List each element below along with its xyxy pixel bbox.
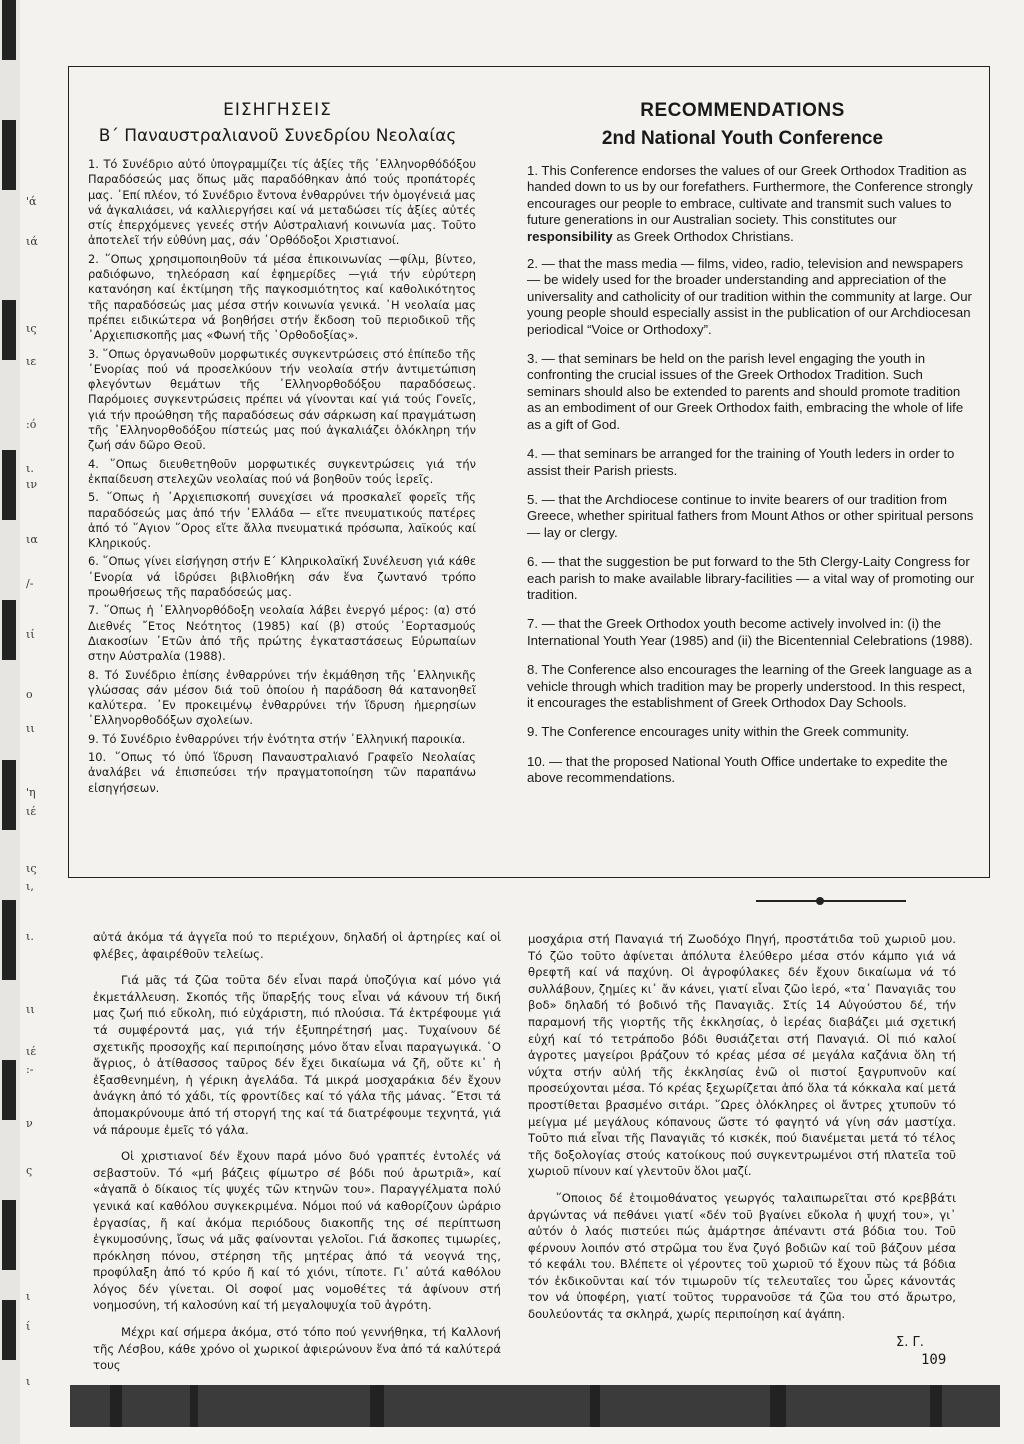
greek-item: 10. ῞Οπως τό ὑπό ἵδρυση Παναυστραλιανό Γραφεῖο Νεολαίας ἀναλάβει νά ἐπισπεύσει τήν πραγματοποίηση τῶν παραπάνω εἰσηγήσεων. — [88, 749, 476, 795]
greek-item: 2. ῞Οπως χρησιμοποιηθοῦν τά μέσα ἐπικοινωνίας —φίλμ, βίντεο, ραδιόφωνο, τηλεόραση καί ἐφημερίδες —γιά τήν εὐρύτερη κατανόηση καί ἐκτίμηση τῆς παγκοσμιότητος καί καθολικότητος τῆς παραδόσεώς μας μέσα στήν κοινωνία γενικά. ῾Η νεολαία μας πρέπει ειδικώτερα νά βοηθήσει στήν ἔκδοση τοῦ περιοδικοῦ τῆς ᾿Αρχιεπισκοπῆς μας «Φωνή τῆς ᾿Ορθοδοξίας». — [88, 251, 476, 343]
section-divider — [756, 900, 906, 902]
article-paragraph: μοσχάρια στή Παναγιά τή Ζωοδόχο Πηγή, προστάτιδα τοῦ χωριοῦ μου. Τό ζῶο τοῦτο ἀφίνεται ἀπόλυτα ἐλεύθερο μέσα στόν κάμπο γιά νά θρεφτῆ καί νά παχύνη. Οἱ ἀγροφύλακες δέν ἔχουν δικαίωμα νά τό συλλάβουν, ζημίες κι᾿ ἄν κάνει, γιατί εἶναι ζῶο ἱερό, «τα᾿ Παναγιᾶς του βοδ» δηλαδή τό βοδινό τῆς Παναγιᾶς. Στίς 14 Αὐγούστου δέ, τήν παραμονή τῆς γιορτῆς τῆς ἐκκλησίας, ὁ ἱερέας διαβάζει μιά σχετική εὐχή καί τό τετράποδο βόδι θυσιάζεται στή Παναγιά. Οἱ πιό καλοί ἀγροτες μαγείροι βράζουν τό κρέας μέσα σέ μεγάλα καζάνια ὅλη τή νύχτα στήν αὐλή τῆς ἐκκλησίας ἐνῶ οἱ πιστοί ξαγρυπνοῦν καί προσεύχονται μέσα. Τό κρέας ξεχωρίζεται ἀπό ὅλα τά κόκκαλα καί μετά προστίθεται βρασμένο σιτάρι. ῞Ωρες ὁλόκληρες οἱ ἄντρες χτυποῦν τό μείγμα μέ μεγάλους κόπανους ὥστε τό φαγητό νά γίνη σάν μαστίχα. Τοῦτο πιά εἶναι τῆς Παναγιᾶς τό κισκέκ, πού διανέμεται μετά τό τέλος τῆς δοξολογίας στούς κατοίκους πού συγκεντρωμένοι στή πλατεῖα τοῦ χωριοῦ πίνουν καί γλεντοῦν ὅλοι μαζί. — [528, 932, 956, 1179]
greek-header — [80, 100, 475, 146]
margin-fragment: ιι — [26, 722, 35, 735]
margin-fragment: ο — [26, 688, 33, 701]
margin-fragment: ν — [26, 1117, 33, 1130]
article-paragraph: ῞Οποιος δέ ἑτοιμοθάνατος γεωργός ταλαιπωρεῖται στό κρεββάτι ἀργώντας νά πεθάνει γιατί «δέν τοῦ βγαίνει εὔκολα ἡ ψυχή του», γι᾿ αὐτόν ὁ λαός πιστεύει πώς ἁμάρτησε ἀπέναντι στά βόδια του. Τοῦ φέρνουν λοιπόν στό στρῶμα του ἕνα ζυγό βοδιῶν καί τοῦ βάζουν μέσα τό κεφάλι του. Βλέπετε οἱ γέροντες τοῦ χωριοῦ τό ἔχουν πὼς τά βόδια τόν ἐκδικοῦνται καί τόν τιμωροῦν τίς τελευταῖες του ὧρες κάνοντάς τον νά ὑποφέρη, γιατί τοῦτος τυρρανοῦσε τά ζῶα του στό ἄρωτρο, δουλεύοντάς τα σκληρά, χωρίς περιποίηση καί ἀγάπη. — [528, 1190, 956, 1322]
article-column-left — [93, 929, 501, 1384]
greek-item: 8. Τό Συνέδριο ἐπίσης ἐνθαρρύνει τήν ἐκμάθηση τῆς ᾿Ελληνικῆς γλώσσας σάν μέσον διά τοῦ ὁποίου ἡ παράδοση θά κατανοηθεῖ καλύτερα. ᾿Εν προκειμένῳ ἐνθαρρύνει τήν ἵδρυση ἡμερησίων ᾿Ελληνορθοδόξων σχολείων. — [88, 667, 476, 728]
english-header — [515, 100, 970, 150]
article-paragraph: Οἱ χριστιανοί δέν ἔχουν παρά μόνο δυό γραπτές ἐντολές νά σεβαστοῦν. Τό «μή βάζεις φίμωτρο σέ βόδι πού ἁρωτριᾶ», καί «ἀγαπᾶ ὁ δίκαιος τίς ψυχές τῶν κτηνῶν του». Παραγγέλματα πολύ γενικά καί καθόλου συγκεκριμένα. Νόμοι πού νά καθορίζουν ὡράριο ἐργασίας, ἤ καί ἀκόμα περιόδους διακοπῆς της σέ περίπτωση ἐγκυμοσύνης, ἴσως νά μᾶς φαίνονται γελοῖοι. Γιά ἄσκοπες τιμωρίες, πρόκληση πόνου, στέρηση τῆς μητέρας ἀπό τά νεογνά της, προφύλαξη ἀπό τό κρύο ἤ καί τό χιόνι, τίποτε. Γι᾿ αὐτά καθόλου λόγος δέν γίνεται. Οἱ σοφοί μας νομοθέτες τά ἀφίνουν στή νοημοσύνη, τή καλοσύνη καί τή μεγαλοψυχία τοῦ ἀγρότη. — [93, 1149, 501, 1313]
margin-fragment: ιά — [26, 235, 38, 248]
margin-fragment: 'ά — [26, 195, 37, 208]
english-item: 3. — that seminars be held on the parish level engaging the youth in confronting the crucial issues of the Greek Orthodox Tradition. Such seminars should also be extended to parents and should promote tradition as an embodiment of our Greek Orthodox faith, embracing the whole of life as a gift of God. — [527, 351, 964, 432]
margin-fragment: :- — [26, 1063, 34, 1076]
margin-fragment: :ό — [26, 418, 37, 431]
margin-fragment: ις — [26, 322, 37, 335]
article-paragraph: αὐτά ἀκόμα τά ἀγγεῖα πού το περιέχουν, δηλαδή οἱ ἀρτηρίες καί οἱ φλέβες, ἀφαιρέθοῦν τελείως. — [93, 930, 501, 961]
english-title: RECOMMENDATIONS — [640, 100, 845, 121]
margin-fragment: ι, — [26, 880, 34, 893]
greek-item: 4. ῞Οπως διευθετηθοῦν μορφωτικές συγκεντρώσεις γιά τήν ἐκπαίδευση στελεχῶν νεολαίας πού νά βοηθοῦν τούς ἱερεῖς. — [88, 456, 476, 486]
english-item-1 — [527, 163, 975, 245]
divider-ornament — [816, 897, 824, 905]
margin-fragment: ιέ — [26, 805, 37, 818]
english-item: 7. — that the Greek Orthodox youth become actively involved in: (i) the International Youth Year (1985) and (ii) the Bicentennial Celebrations (1988). — [527, 616, 973, 648]
article-paragraph: Γιά μᾶς τά ζῶα τοῦτα δέν εἶναι παρά ὑποζύγια καί μόνο γιά ἐκμετάλλευση. Σκοπός τῆς ὕπαρξής τους εἶναι νά κάνουν τή δική μας ζωή πιό εὔκολη, πιό εὐχάριστη, πιό πλούσια. Τά ἐκτρέφουμε γιά τά συμφέροντά μας, γιά τήν ἐξυπηρέτησή μας. Τυχαίνουν δέ σχετικῆς προσοχῆς καί περιποίησης μόνο ὅταν εἶναι παραγωγικά. ῾Ο ἄγριος, ὁ ἀτίθασσος ταῦρος δέν ἔχει δικαίωμα νά ζῆ, οὔτε κι᾿ ἡ ἐξασθενημένη, ἡ γέρικη ἀγελάδα. Τά μικρά μοσχαράκια δέν ἔχουν ἀνάγκη ἀπό τό χάδι, τίς φροντίδες καί τό γάλα τῆς μάνας. ῎Ετσι τά ἀπομακρύνουμε ἀπό τή στοργή της καί τά διατρέφουμε τεχνητά, γιά νά πάρουμε ἐμεῖς τό γάλα. — [93, 973, 501, 1137]
greek-item: 1. Τό Συνέδριο αὐτό ὑπογραμμίζει τίς ἀξίες τῆς ᾿Ελληνορθόδόξου Παραδόσεώς μας ὅπως μᾶς παραδόθηκαν ἀπό τούς προπάτορές μας. ᾿Επί πλέον, τό Συνέδριο ἔντονα ἐνθαρρύνει τήν ὁμογένειά μας νά ἀγκαλιάσει, νά καλλιεργήσει καί νά μεταδώσει τίς ἀξίες αὐτές στίς ἐπερχόμενες γενεές στήν Αὐστραλιανή κοινωνία μας. Τοῦτο ἀποτελεῖ τήν εὐθύνη μας, σάν ᾿Ορθόδοξοι Χριστιανοί. — [88, 157, 476, 248]
responsibility-emphasis: responsibility — [527, 228, 613, 244]
english-item: 4. — that seminars be arranged for the training of Youth leders in order to assist their Parish priests. — [527, 446, 955, 478]
english-item: 6. — that the suggestion be put forward to the 5th Clergy-Laity Congress for each parish to make available library-facilities — a vital way of promoting our tradition. — [527, 554, 975, 602]
margin-fragment: ιί — [26, 628, 35, 641]
english-item-1-text: 1. This Conference endorses the values of our Greek Orthodox Tradition as handed down to us by our forefathers. Furthermore, the Conference strongly encourages our people to embrace, cultivate and transmit such values to future generations in our Australian society. This constitutes our — [527, 163, 973, 228]
margin-fragment: ς — [26, 1164, 33, 1177]
greek-item: 6. ῞Οπως γίνει εἰσήγηση στήν Ε΄ Κληρικολαϊκή Συνέλευση γιά κάθε ᾿Ενορία νά ἱδρύσει βιβλιοθήκη σάν ἕνα ζωντανό τρόπο προωθήσεως τῆς παραδόσεώς μας. — [88, 554, 476, 600]
binding-edge — [0, 0, 20, 1444]
margin-fragment: ι. — [26, 930, 34, 943]
english-item: 9. The Conference encourages unity within the Greek community. — [527, 724, 910, 740]
english-item-1-tail: as Greek Orthodox Christians. — [612, 228, 794, 244]
greek-recommendations — [88, 157, 476, 799]
english-item: 10. — that the proposed National Youth Office undertake to expedite the above recommendations. — [527, 753, 948, 786]
margin-fragment: /- — [26, 577, 34, 590]
article-paragraph: Μέχρι καί σήμερα ἀκόμα, στό τόπο πού γεννήθηκα, τή Καλλονή τῆς Λέσβου, κάθε χρόνο οἱ χωρικοί ἀφιερώνουν ἕνα ἀπό τά καλύτερά τους — [93, 1325, 501, 1373]
greek-title: ΕΙΣΗΓΗΣΕΙΣ — [223, 100, 332, 120]
margin-fragment: ιι — [26, 1003, 35, 1016]
margin-fragment: ιν — [26, 478, 37, 491]
margin-fragment: 'η — [26, 786, 36, 799]
greek-item: 3. ῞Οπως ὀργανωθοῦν μορφωτικές συγκεντρώσεις στό ἐπίπεδο τῆς ᾿Ενορίας πού νά προσελκύουν τήν νεολαία στήν ἀντιμετώπιση φλεγόντων θεμάτων τῆς ᾿Ελληνορθοδόξου παραδόσεως. Παρόμοιες συγκεντρώσεις πρέπει νά γίνονται καί γιά τούς Γονεῖς, γιά τήν προώθηση τῆς παραδόσεως σάν σάρκωση καί πραγμάτωση τῆς ᾿Ελληνορθοδόξου πίστεώς μας πού ἀγκαλιάζει ὁλόκληρη τήν ζωή σάν δῶρο Θεοῦ. — [88, 346, 476, 453]
article-column-right — [528, 931, 956, 1333]
english-item: 8. The Conference also encourages the learning of the Greek language as a vehicle through which tradition may be properly understood. In this respect, it encourages the establishment of Greek Orthodox Day Schools. — [527, 662, 972, 710]
margin-fragment: ί — [26, 1320, 31, 1333]
greek-item: 5. ῞Οπως ἡ ᾿Αρχιεπισκοπή συνεχίσει νά προσκαλεῖ φορεῖς τῆς παραδόσεώς μας ἀπό τήν ᾿Ελλάδα — εἴτε πνευματικούς πατέρες ἀπό τό ῞Αγιον ῞Ορος εἴτε ἄλλα πνευματικά πρόσωπα, λαϊκούς καί Κληρικούς. — [88, 490, 476, 551]
english-item: 5. — that the Archdiocese continue to invite bearers of our tradition from Greece, whether spiritual fathers from Mount Athos or other spiritual persons — lay or clergy. — [527, 491, 974, 540]
margin-fragment: ι — [26, 1290, 31, 1303]
greek-subtitle: Β΄ Παναυστραλιανοῦ Συνεδρίου Νεολαίας — [98, 126, 457, 146]
margin-fragment: ιε — [26, 355, 37, 368]
margin-fragment: ι. — [26, 462, 34, 475]
english-subtitle: 2nd National Youth Conference — [601, 128, 884, 149]
margin-fragment: ις — [26, 862, 37, 875]
greek-item: 7. ῞Οπως ἡ ᾿Ελληνορθόδοξη νεολαία λάβει ἐνεργό μέρος: (α) στό Διεθνές ῎Ετος Νεότητος (1985) καί (β) στούς ᾿Εορτασμούς Διακοσίων ᾿Ετῶν ἀπό τῆς πρώτης ἐγκαταστάσεως Εὐρωπαίων στην Αὐστραλία (1988). — [88, 603, 476, 664]
greek-item: 9. Τό Συνέδριο ἐνθαρρύνει τήν ἑνότητα στήν ᾿Ελληνική παροικία. — [88, 731, 466, 746]
margin-fragment: ια — [26, 533, 38, 546]
author-signature: Σ. Γ. — [896, 1335, 924, 1350]
margin-fragment: ιέ — [26, 1045, 37, 1058]
page-number: 109 — [921, 1352, 947, 1368]
english-recommendations — [527, 163, 975, 800]
margin-fragment: ι — [26, 1375, 31, 1388]
english-item: 2. — that the mass media — films, video, radio, television and newspapers — be widely used for the broader understanding and appreciation of the universality and catholicity of our tradition within the community at large. Our young people should especially assist in the publication of our Archdiocesan periodical “Voice or Orthodoxy”. — [527, 256, 972, 337]
scan-footer-band — [70, 1385, 1000, 1427]
